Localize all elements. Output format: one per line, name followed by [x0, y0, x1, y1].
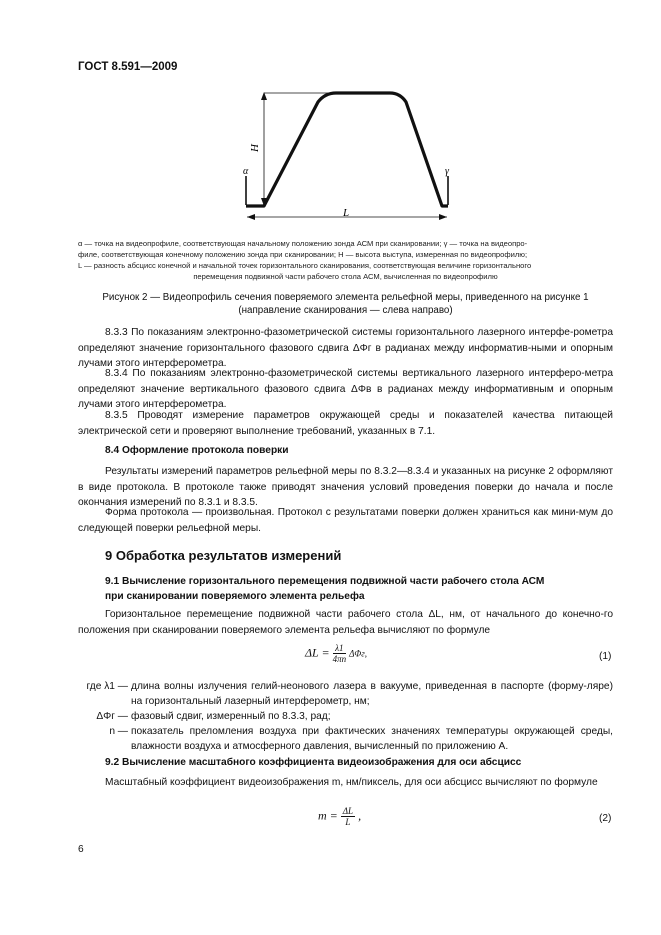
term-symbol-lambda: где λ1 — [86, 681, 128, 692]
paragraph-8-3-3: 8.3.3 По показаниям электронно-фазометрической системы горизонтального лазерного интерфе-рометра определяют значение горизонтального фазового сдвига ΔΦг в радианах между информатив-ными и опорным лучами этого интерферометра. [78, 327, 613, 370]
figure-caption [78, 291, 613, 317]
profile-curve [246, 93, 448, 206]
equation-1 [305, 643, 367, 664]
eq2-lhs: m = [318, 808, 338, 823]
paragraph-9-1: Горизонтальное перемещение подвижной части рабочего стола ΔL, нм, от начального до конечно-го положения при сканировании поверяемого элемента рельефа вычисляют по формуле [78, 609, 613, 636]
legend-line: филе, соответствующая конечному положению зонда при сканировании; H — высота выступа, измеренная по видеопрофилю; [78, 250, 528, 259]
equation-1-number: (1) [599, 651, 612, 662]
label-h: H [249, 144, 261, 152]
heading-line: 9.1 Вычисление горизонтального перемещения подвижной части рабочего стола АСМ [105, 576, 545, 587]
paragraph-9-2: Масштабный коэффициент видеоизображения m, нм/пиксель, для оси абсцисс вычисляют по формуле [105, 777, 598, 788]
term-text-lambda: длина волны излучения гелий-неонового лазера в вакууме, приведенная в паспорте (форму-ляре) на горизонтальный лазерный интерферометр, нм; [131, 681, 613, 707]
paragraph-8-3-4: 8.3.4 По показаниям электронно-фазометрической системы вертикального лазерного интерферо-метра определяют значение вертикального фазового сдвига ΔΦв в радианах между информативным и опорным лучами этого интерферометра. [78, 368, 613, 411]
document-header: ГОСТ 8.591—2009 [78, 61, 178, 73]
page-number: 6 [78, 844, 84, 855]
heading-line: при сканировании поверяемого элемента рельефа [105, 591, 365, 602]
section-heading-9: 9 Обработка результатов измерений [105, 548, 342, 563]
section-heading-9-2: 9.2 Вычисление масштабного коэффициента видеоизображения для оси абсцисс [105, 757, 522, 768]
section-heading-8-4: 8.4 Оформление протокола поверки [105, 445, 289, 456]
caption-line-1: Рисунок 2 — Видеопрофиль сечения поверяемого элемента рельефной меры, приведенного на рисунке 1 [102, 292, 589, 303]
paragraph-8-4-b: Форма протокола — произвольная. Протокол с результатами поверки должен храниться как мини-мум до следующей поверки рельефной меры. [78, 507, 613, 534]
eq2-rhs: , [358, 808, 362, 823]
term-symbol-n: n — [109, 726, 128, 737]
arrow-head-icon [439, 214, 447, 220]
video-profile-figure [230, 88, 460, 223]
eq2-denominator: L [345, 817, 351, 827]
equation-2 [318, 806, 361, 827]
eq2-fraction [341, 806, 355, 827]
eq1-numerator: λ1 [333, 643, 347, 654]
eq1-fraction [333, 643, 347, 664]
term-symbol-phase: ΔΦг — [96, 711, 128, 722]
paragraph-8-3-5: 8.3.5 Проводят измерение параметров окружающей среды и показателей качества питающей электрической сети и проверяют выполнение требований, указанных в 7.1. [78, 410, 613, 437]
equation-2-number: (2) [599, 813, 612, 824]
label-alpha: α [243, 166, 249, 177]
term-text-n: показатель преломления воздуха при фактических значениях температуры окружающей среды, влажности воздуха и атмосферного давления, вычисленный по приложению А. [131, 726, 613, 752]
figure-legend [78, 238, 613, 282]
label-gamma: γ [445, 166, 449, 177]
eq1-lhs: ΔL = [305, 645, 330, 660]
term-text-phase: фазовый сдвиг, измеренный по 8.3.3, рад; [131, 711, 331, 722]
label-l: L [343, 207, 350, 219]
eq1-denominator: 4πn [332, 654, 347, 664]
legend-line: L — разность абсцисс конечной и начальной точек горизонтального сканирования, соответствующая величине горизонтального [78, 261, 532, 270]
eq2-numerator: ΔL [342, 806, 354, 816]
arrow-head-icon [247, 214, 255, 220]
section-heading-9-1 [105, 574, 544, 604]
paragraph-8-4-a: Результаты измерений параметров рельефной меры по 8.3.2—8.3.4 и указанных на рисунке 2 оформляют в виде протокола. В протоколе также приводят значения условий проведения поверки до начала и после окончания измерений по 8.3.1 и 8.3.5. [78, 466, 613, 509]
legend-line: перемещения подвижной части рабочего стола АСМ, вычисленная по видеопрофилю [193, 272, 498, 281]
caption-line-2: (направление сканирования — слева направо) [238, 305, 453, 316]
legend-line: α — точка на видеопрофиле, соответствующая начальному положению зонда АСМ при сканировании; γ — точка на видеопро- [78, 239, 528, 248]
eq1-rhs: ΔΦг, [349, 648, 368, 659]
